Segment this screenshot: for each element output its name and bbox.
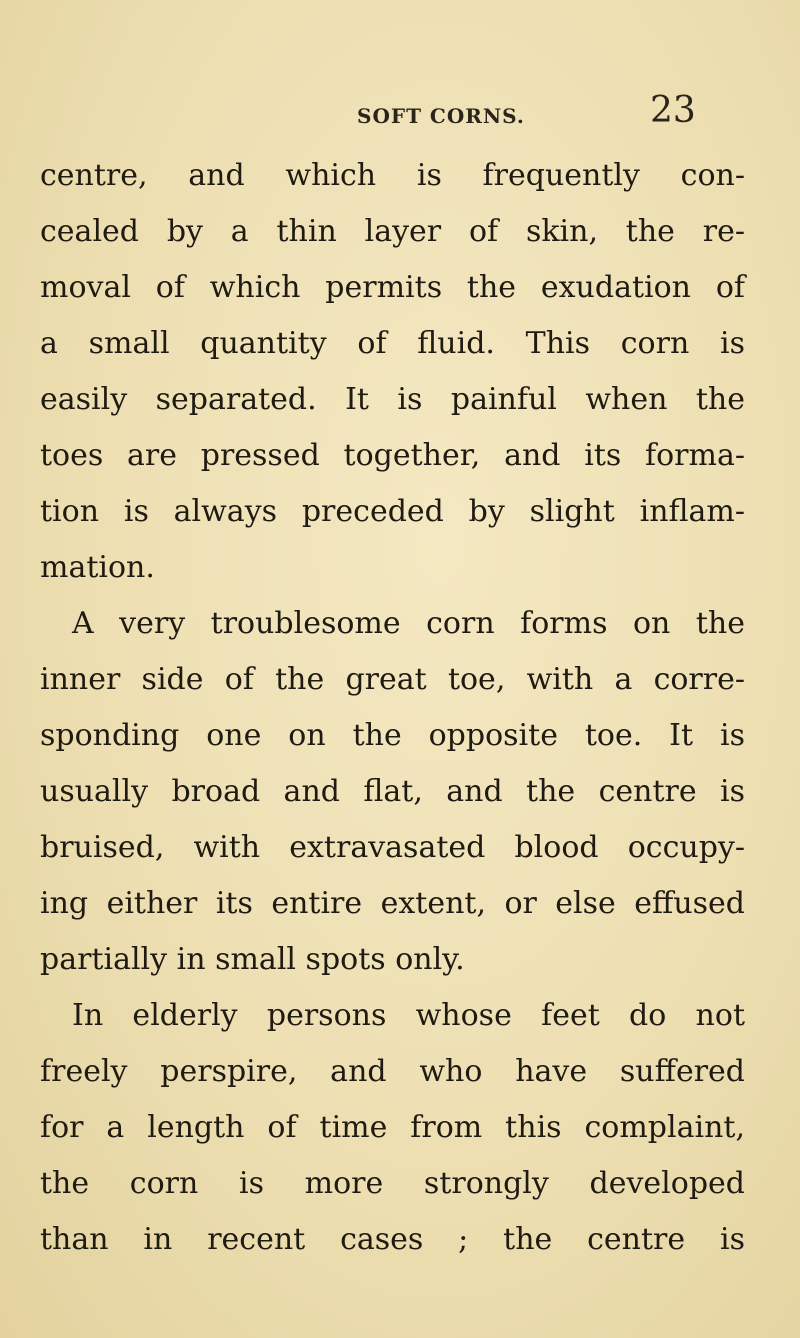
text-line: usually broad and flat, and the centre is <box>40 774 745 809</box>
text-line: moval of which permits the exudation of <box>40 270 745 305</box>
text-line: mation. <box>40 550 155 585</box>
text-line: tion is always preceded by slight inflam- <box>40 494 745 529</box>
text-line: partially in small spots only. <box>40 942 465 977</box>
body-text <box>40 148 745 1268</box>
text-line: ing either its entire extent, or else effused <box>40 886 745 921</box>
text-line: than in recent cases ; the centre is <box>40 1222 745 1257</box>
text-line: freely perspire, and who have suffered <box>40 1054 745 1089</box>
text-line: sponding one on the opposite toe. It is <box>40 718 745 753</box>
page-header <box>40 88 740 138</box>
text-line: bruised, with extravasated blood occupy- <box>40 830 745 865</box>
text-line: centre, and which is frequently con- <box>40 158 745 193</box>
text-line: for a length of time from this complaint, <box>40 1110 745 1145</box>
text-line: cealed by a thin layer of skin, the re- <box>40 214 745 249</box>
page-number: 23 <box>650 90 696 131</box>
text-line: a small quantity of fluid. This corn is <box>40 326 745 361</box>
text-line: A very troublesome corn forms on the <box>72 606 745 641</box>
text-line: toes are pressed together, and its forma- <box>40 438 745 473</box>
text-line: easily separated. It is painful when the <box>40 382 745 417</box>
text-line: In elderly persons whose feet do not <box>72 998 745 1033</box>
text-line: the corn is more strongly developed <box>40 1166 745 1201</box>
running-head: SOFT CORNS. <box>357 104 525 128</box>
text-line: inner side of the great toe, with a corre- <box>40 662 745 697</box>
